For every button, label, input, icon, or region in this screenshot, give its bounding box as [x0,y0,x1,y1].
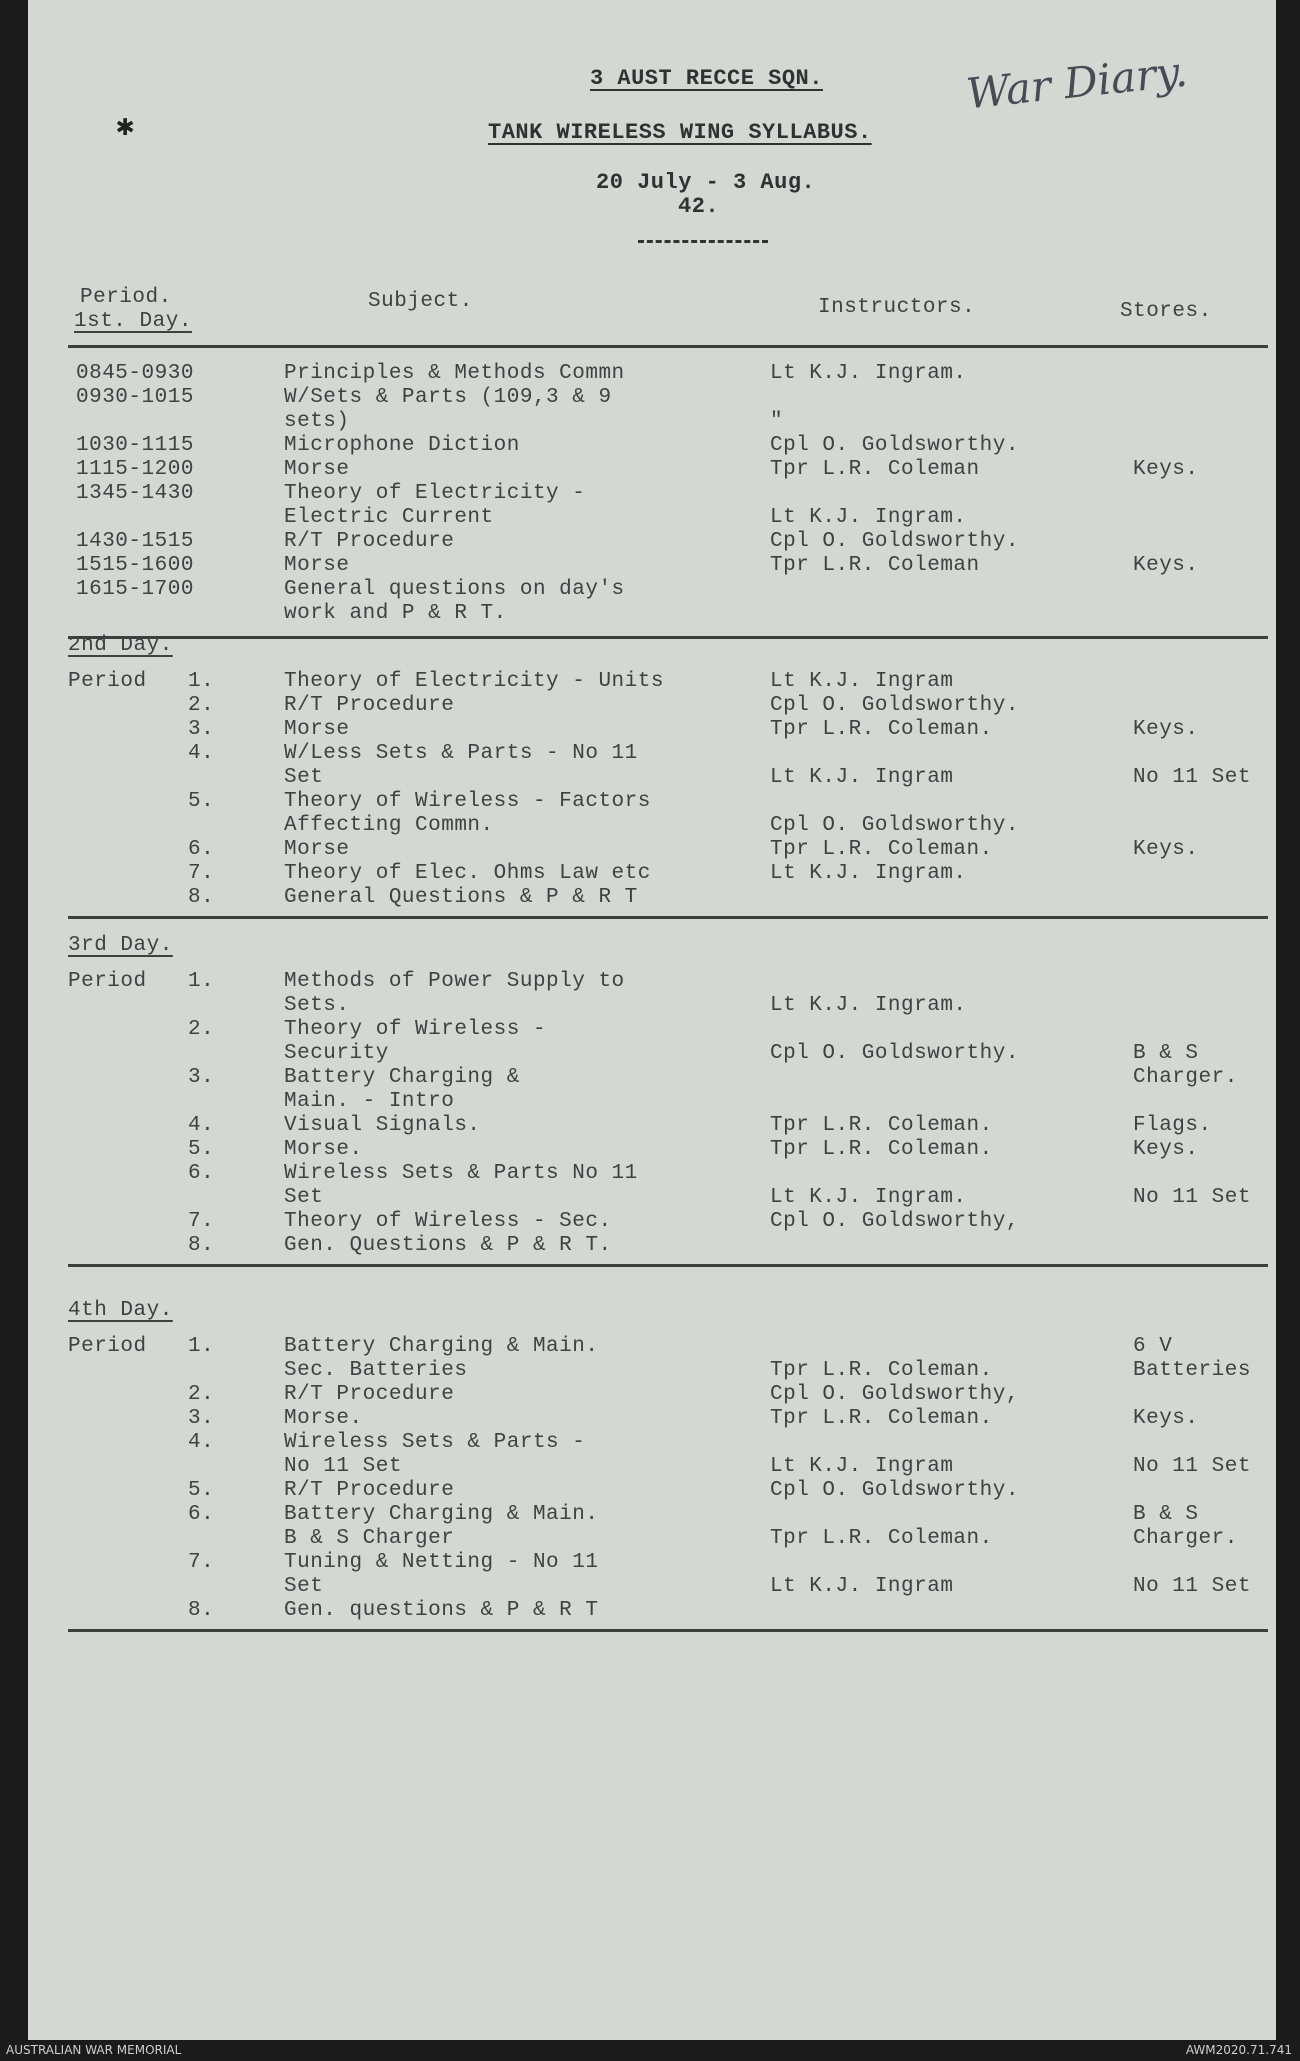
stores-text: Charger. [1133,1066,1238,1089]
column-header-instructors: Instructors. [818,296,976,319]
period-number: 8. [188,886,215,909]
period-number: 1. [188,970,215,993]
period-number: 4. [188,1114,215,1137]
document-page [28,0,1276,2040]
subject-text: Security [284,1042,389,1065]
subject-text: Sec. Batteries [284,1359,468,1382]
period-number: 7. [188,1551,215,1574]
subject-text: Methods of Power Supply to [284,970,625,993]
instructor-text: Lt K.J. Ingram. [770,362,967,385]
instructor-text: Cpl O. Goldsworthy. [770,1479,1019,1502]
handwritten-annotation: War Diary. [964,46,1190,119]
subject-text: Theory of Electricity - [284,482,586,505]
period-number: 4. [188,742,215,765]
subject-text: Morse [284,718,350,741]
stores-text: 6 V [1133,1335,1173,1358]
subject-text: Theory of Elec. Ohms Law etc [284,862,651,885]
period-time: 1345-1430 [76,482,194,505]
subject-text: No 11 Set [284,1455,402,1478]
instructor-text: Lt K.J. Ingram [770,670,954,693]
day-label: 3rd Day. [68,934,173,957]
period-time: 1030-1115 [76,434,194,457]
subject-text: Theory of Electricity - Units [284,670,664,693]
period-number: 1. [188,1335,215,1358]
subject-text: Affecting Commn. [284,814,494,837]
star-mark-icon: ✱ [116,111,135,145]
stores-text: Batteries [1133,1359,1251,1382]
instructor-text: Tpr L.R. Coleman [770,554,980,577]
period-number: 2. [188,1018,215,1041]
subject-text: Wireless Sets & Parts No 11 [284,1162,638,1185]
stores-text: Keys. [1133,1407,1199,1430]
period-time: 0930-1015 [76,386,194,409]
column-header-subject: Subject. [368,290,473,313]
title-separator [638,240,768,243]
date-year: 42. [678,194,720,219]
instructor-text: Lt K.J. Ingram [770,1455,954,1478]
subject-text: R/T Procedure [284,1479,455,1502]
instructor-text: Tpr L.R. Coleman. [770,1527,993,1550]
instructor-text: Lt K.J. Ingram. [770,1186,967,1209]
stores-text: No 11 Set [1133,1186,1251,1209]
subject-text: R/T Procedure [284,1383,455,1406]
instructor-text: Cpl O. Goldsworthy. [770,530,1019,553]
subject-text: work and P & R T. [284,602,507,625]
stores-text: Keys. [1133,458,1199,481]
instructor-text: Lt K.J. Ingram. [770,862,967,885]
subject-text: Morse. [284,1407,363,1430]
footer-credit: AUSTRALIAN WAR MEMORIAL [6,2043,182,2057]
stores-text: No 11 Set [1133,1575,1251,1598]
instructor-text: Lt K.J. Ingram [770,1575,954,1598]
section-rule [68,916,1268,919]
stores-text: No 11 Set [1133,766,1251,789]
stores-text: Charger. [1133,1527,1238,1550]
instructor-text: Tpr L.R. Coleman. [770,1114,993,1137]
header-rule [68,345,1268,348]
period-number: 3. [188,1407,215,1430]
stores-text: Keys. [1133,718,1199,741]
column-header-stores: Stores. [1120,300,1212,323]
subject-text: Gen. questions & P & R T [284,1599,599,1622]
subject-text: Wireless Sets & Parts - [284,1431,586,1454]
instructor-text: Lt K.J. Ingram. [770,994,967,1017]
subject-text: Battery Charging & Main. [284,1503,599,1526]
stores-text: Keys. [1133,1138,1199,1161]
subject-text: Battery Charging & [284,1066,520,1089]
subject-text: Battery Charging & Main. [284,1335,599,1358]
subject-text: Principles & Methods Commn [284,362,625,385]
section-rule [68,636,1268,639]
period-number: 4. [188,1431,215,1454]
subject-text: Morse [284,838,350,861]
instructor-text: Cpl O. Goldsworthy. [770,1042,1019,1065]
subject-text: Sets. [284,994,350,1017]
period-time: 1430-1515 [76,530,194,553]
instructor-text: Lt K.J. Ingram [770,766,954,789]
document-title: TANK WIRELESS WING SYLLABUS. [488,120,872,145]
period-number: 1. [188,670,215,693]
subject-text: General Questions & P & R T [284,886,638,909]
subject-text: Main. - Intro [284,1090,455,1113]
period-number: 7. [188,1210,215,1233]
subject-text: General questions on day's [284,578,625,601]
period-number: 7. [188,862,215,885]
subject-text: W/Sets & Parts (109,3 & 9 [284,386,612,409]
subject-text: W/Less Sets & Parts - No 11 [284,742,638,765]
instructor-text: Tpr L.R. Coleman. [770,718,993,741]
stores-text: No 11 Set [1133,1455,1251,1478]
subject-text: Set [284,1186,324,1209]
section-rule [68,1264,1268,1267]
period-number: 5. [188,1479,215,1502]
subject-text: Tuning & Netting - No 11 [284,1551,599,1574]
period-word: Period [68,670,147,693]
subject-text: Theory of Wireless - Factors [284,790,651,813]
instructor-text: Lt K.J. Ingram. [770,506,967,529]
stores-text: B & S [1133,1042,1199,1065]
day-label: 2nd Day. [68,634,173,657]
subject-text: Set [284,1575,324,1598]
subject-text: R/T Procedure [284,694,455,717]
subject-text: Theory of Wireless - Sec. [284,1210,612,1233]
instructor-text: Tpr L.R. Coleman. [770,1138,993,1161]
first-day-label: 1st. Day. [74,310,192,333]
subject-text: Microphone Diction [284,434,520,457]
date-range: 20 July - 3 Aug. [596,170,816,195]
stores-text: B & S [1133,1503,1199,1526]
instructor-text: " [770,410,784,433]
subject-text: Morse [284,458,350,481]
period-number: 2. [188,694,215,717]
subject-text: Gen. Questions & P & R T. [284,1234,612,1257]
subject-text: Morse [284,554,350,577]
instructor-text: Cpl O. Goldsworthy. [770,814,1019,837]
section-rule [68,1629,1268,1632]
subject-text: Theory of Wireless - [284,1018,547,1041]
period-time: 1615-1700 [76,578,194,601]
period-time: 1115-1200 [76,458,194,481]
period-number: 2. [188,1383,215,1406]
period-time: 1515-1600 [76,554,194,577]
period-number: 6. [188,1503,215,1526]
subject-text: R/T Procedure [284,530,455,553]
period-number: 8. [188,1599,215,1622]
period-number: 6. [188,838,215,861]
day-label: 4th Day. [68,1299,173,1322]
footer-reference: AWM2020.71.741 [1185,2043,1292,2057]
stores-text: Keys. [1133,554,1199,577]
instructor-text: Tpr L.R. Coleman. [770,1359,993,1382]
instructor-text: Cpl O. Goldsworthy, [770,1383,1019,1406]
instructor-text: Tpr L.R. Coleman. [770,838,993,861]
instructor-text: Cpl O. Goldsworthy. [770,434,1019,457]
instructor-text: Tpr L.R. Coleman. [770,1407,993,1430]
stores-text: Flags. [1133,1114,1212,1137]
period-number: 3. [188,1066,215,1089]
subject-text: Electric Current [284,506,494,529]
period-number: 8. [188,1234,215,1257]
unit-heading: 3 AUST RECCE SQN. [590,66,823,91]
subject-text: Visual Signals. [284,1114,481,1137]
subject-text: Morse. [284,1138,363,1161]
subject-text: B & S Charger [284,1527,455,1550]
stores-text: Keys. [1133,838,1199,861]
instructor-text: Cpl O. Goldsworthy. [770,694,1019,717]
period-number: 5. [188,790,215,813]
period-word: Period [68,1335,147,1358]
column-header-period: Period. [80,286,172,309]
period-number: 6. [188,1162,215,1185]
instructor-text: Tpr L.R. Coleman [770,458,980,481]
period-number: 3. [188,718,215,741]
instructor-text: Cpl O. Goldsworthy, [770,1210,1019,1233]
subject-text: sets) [284,410,350,433]
subject-text: Set [284,766,324,789]
period-number: 5. [188,1138,215,1161]
period-word: Period [68,970,147,993]
period-time: 0845-0930 [76,362,194,385]
